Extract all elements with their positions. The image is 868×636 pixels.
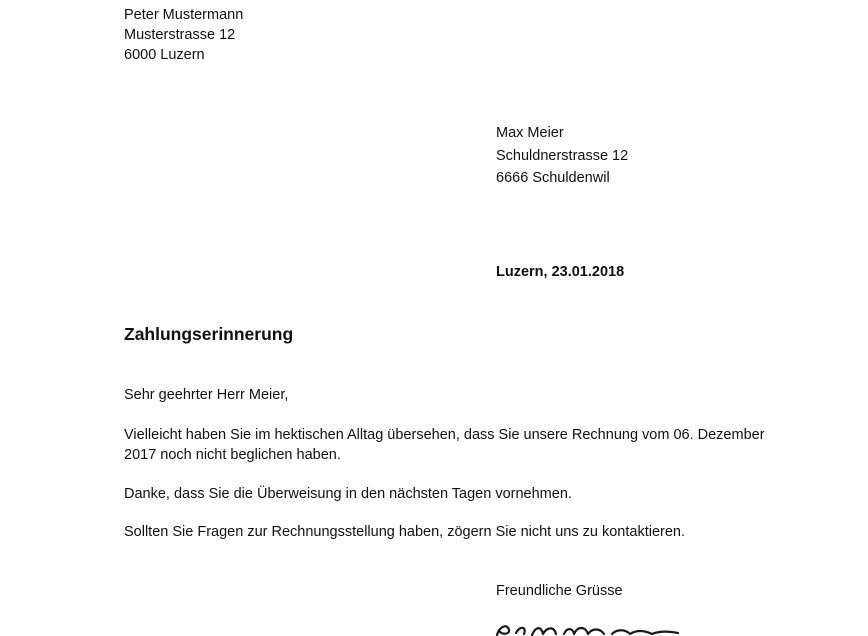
- recipient-street: Schuldnerstrasse 12: [496, 147, 629, 164]
- recipient-address: [496, 122, 628, 190]
- place-date: Luzern, 23.01.2018: [496, 264, 625, 280]
- body-paragraph: [124, 425, 784, 465]
- sender-street: Musterstrasse 12: [124, 27, 236, 43]
- handwritten-signature: [494, 616, 694, 636]
- sender-address: [124, 5, 243, 65]
- paragraph-line: Vielleicht haben Sie im hektischen Alltag übersehen, dass Sie unsere Rechnung vom 06. Dezember: [124, 427, 765, 443]
- sender-city: 6000 Luzern: [124, 47, 205, 63]
- recipient-name: Max Meier: [496, 125, 564, 141]
- paragraph-line: Danke, dass Sie die Überweisung in den nächsten Tagen vornehmen.: [124, 486, 572, 502]
- sender-name: Peter Mustermann: [124, 7, 244, 23]
- closing-greeting: Freundliche Grüsse: [496, 583, 623, 599]
- paragraph-line: 2017 noch nicht beglichen haben.: [124, 447, 341, 463]
- body-paragraph: [124, 522, 685, 542]
- recipient-city: 6666 Schuldenwil: [496, 170, 610, 186]
- letter-subject: Zahlungserinnerung: [124, 324, 294, 344]
- paragraph-line: Sollten Sie Fragen zur Rechnungsstellung haben, zögern Sie nicht uns zu kontaktieren.: [124, 524, 686, 540]
- body-paragraph: [124, 484, 572, 504]
- salutation: Sehr geehrter Herr Meier,: [124, 387, 289, 403]
